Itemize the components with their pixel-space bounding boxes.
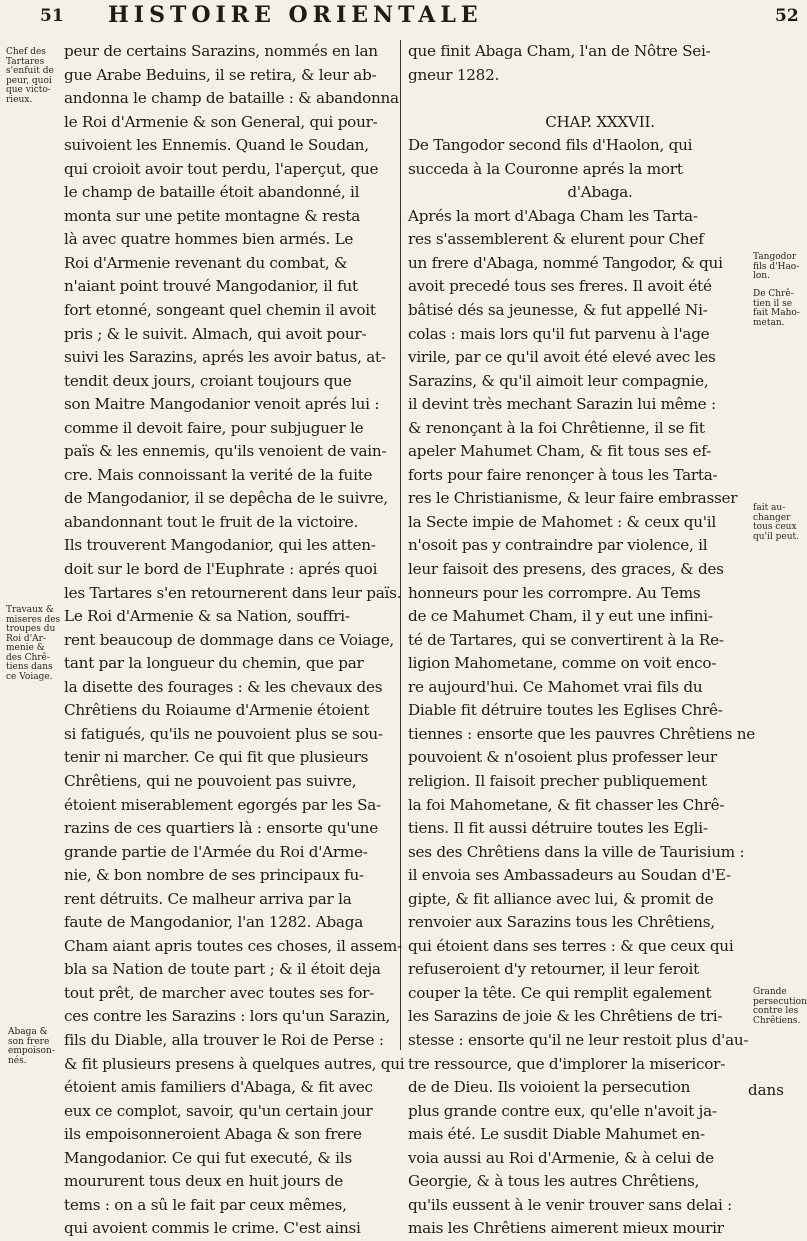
margin-note-changer: fait au- changer tous ceux qu'il peut. bbox=[753, 503, 800, 542]
text-line: d'Abaga. bbox=[567, 183, 633, 202]
text-line: té de Tartares, qui se convertirent à la Re- bbox=[408, 630, 724, 649]
text-line: pouvoient & n'osoient plus professer leur bbox=[408, 748, 717, 767]
text-line: honneurs pour les corrompre. Au Tems bbox=[408, 583, 701, 602]
text-line: gue Arabe Beduins, il se retira, & leur ab- bbox=[64, 65, 377, 84]
text-line: les Sarazins de joie & les Chrêtiens de tri- bbox=[408, 1007, 723, 1026]
text-line: couper la tête. Ce qui remplit egalement bbox=[408, 983, 712, 1002]
text-line: étoient miserablement egorgés par les Sa- bbox=[64, 795, 381, 814]
text-line: tant par la longueur du chemin, que par bbox=[64, 654, 364, 673]
text-line: forts pour faire renonçer à tous les Tarta- bbox=[408, 465, 718, 484]
text-line: nie, & bon nombre de ses principaux fu- bbox=[64, 866, 364, 885]
text-line: De Tangodor second fils d'Haolon, qui bbox=[408, 136, 693, 155]
text-line: tiennes : ensorte que les pauvres Chrêtiens ne bbox=[408, 724, 756, 743]
margin-note-tangodor: Tangodor fils d'Hao- lon. bbox=[753, 252, 800, 281]
text-line: un frere d'Abaga, nommé Tangodor, & qui bbox=[408, 253, 723, 272]
text-line: qui étoient dans ses terres : & que ceux qui bbox=[408, 936, 734, 955]
text-line: religion. Il faisoit precher publiquement bbox=[408, 771, 707, 790]
text-line: virile, par ce qu'il avoit été elevé avec les bbox=[408, 348, 716, 367]
text-line: succeda à la Couronne aprés la mort bbox=[408, 159, 683, 178]
text-line: andonna le champ de bataille : & abandonna bbox=[64, 89, 399, 108]
text-line: que finit Abaga Cham, l'an de Nôtre Sei- bbox=[408, 42, 711, 60]
text-line: res le Christianisme, & leur faire embrasser bbox=[408, 489, 738, 508]
text-line: colas : mais lors qu'il fut parvenu à l'age bbox=[408, 324, 710, 343]
text-line: le Roi d'Armenie & son General, qui pour- bbox=[64, 112, 378, 131]
text-line: tenir ni marcher. Ce qui fit que plusieurs bbox=[64, 748, 369, 767]
text-line: doit sur le bord de l'Euphrate : aprés quoi bbox=[64, 560, 378, 579]
text-line: moururent tous deux en huit jours de bbox=[64, 1172, 344, 1191]
text-line bbox=[408, 87, 792, 111]
text-line: faute de Mangodanior, l'an 1282. Abaga bbox=[64, 913, 363, 932]
text-line: apeler Mahumet Cham, & fit tous ses ef- bbox=[408, 442, 711, 461]
text-line: rent beaucoup de dommage dans ce Voiage, bbox=[64, 630, 394, 649]
text-line: fort etonné, songeant quel chemin il avoit bbox=[64, 301, 376, 320]
text-line: tout prêt, de marcher avec toutes ses for- bbox=[64, 983, 375, 1002]
text-line: cre. Mais connoissant la verité de la fuite bbox=[64, 465, 373, 484]
text-line: stesse : ensorte qu'il ne leur restoit plus d'au- bbox=[408, 1030, 749, 1049]
text-line: Mangodanior. Ce qui fut executé, & ils bbox=[64, 1148, 352, 1167]
text-line: tendit deux jours, croiant toujours que bbox=[64, 371, 352, 390]
text-line: de de Dieu. Ils voioient la persecution bbox=[408, 1078, 691, 1097]
margin-note-persecution: Grande persecution contre les Chrêtiens. bbox=[753, 987, 807, 1026]
margin-note-tartares-flee: Chef des Tartares s'enfuit de peur, quoi que victo- rieux. bbox=[6, 47, 54, 105]
text-line: la foi Mahometane, & fit chasser les Chrê- bbox=[408, 795, 725, 814]
text-line: renvoier aux Sarazins tous les Chrêtiens, bbox=[408, 913, 715, 932]
text-line: razins de ces quartiers là : ensorte qu'une bbox=[64, 819, 378, 838]
text-line: comme il devoit faire, pour subjuguer le bbox=[64, 418, 364, 437]
text-line: tems : on a sû le fait par ceux mêmes, bbox=[64, 1195, 347, 1214]
text-line: Diable fit détruire toutes les Eglises Chrê- bbox=[408, 701, 723, 720]
text-line: & renonçant à la foi Chrêtienne, il se fit bbox=[408, 418, 705, 437]
running-head: HISTOIRE ORIENTALE bbox=[108, 2, 483, 28]
text-line: de ce Mahumet Cham, il y eut une infini- bbox=[408, 607, 713, 626]
text-line: suivoient les Ennemis. Quand le Soudan, bbox=[64, 136, 369, 155]
text-line: mais été. Le susdit Diable Mahumet en- bbox=[408, 1125, 705, 1144]
left-column bbox=[64, 40, 404, 1241]
margin-note-chretien-mahometan: De Chrê- tien il se fait Maho- metan. bbox=[753, 289, 800, 328]
text-line: refuseroient d'y retourner, il leur feroit bbox=[408, 960, 699, 979]
text-line: Le Roi d'Armenie & sa Nation, souffri- bbox=[64, 607, 350, 626]
text-line: ils empoisonneroient Abaga & son frere bbox=[64, 1125, 362, 1144]
text-line: Aprés la mort d'Abaga Cham les Tarta- bbox=[408, 206, 698, 225]
text-line: la disette des fourages : & les chevaux des bbox=[64, 677, 383, 696]
text-line: fils du Diable, alla trouver le Roi de Perse : bbox=[64, 1030, 384, 1049]
text-line: qu'ils eussent à le venir trouver sans delai : bbox=[408, 1195, 733, 1214]
text-line: n'osoit pas y contraindre par violence, il bbox=[408, 536, 708, 555]
text-line: gneur 1282. bbox=[408, 65, 500, 84]
text-line: eux ce complot, savoir, qu'un certain jour bbox=[64, 1101, 373, 1120]
text-line: ses des Chrêtiens dans la ville de Taurisium : bbox=[408, 842, 745, 861]
text-line: mais les Chrêtiens aimerent mieux mourir bbox=[408, 1219, 724, 1238]
text-line: Ils trouverent Mangodanior, qui les atten- bbox=[64, 536, 376, 555]
margin-note-travaux: Travaux & miseres des troupes du Roi d'Ar- menie & des Chrê- tiens dans ce Voiage. bbox=[6, 605, 61, 682]
text-line: ces contre les Sarazins : lors qu'un Sarazin, bbox=[64, 1007, 391, 1026]
left-page-number: 51 bbox=[40, 6, 64, 26]
text-line: plus grande contre eux, qu'elle n'avoit ja- bbox=[408, 1101, 717, 1120]
text-line: le champ de bataille étoit abandonné, il bbox=[64, 183, 360, 202]
text-line: gipte, & fit alliance avec lui, & promit de bbox=[408, 889, 714, 908]
text-line: grande partie de l'Armée du Roi d'Arme- bbox=[64, 842, 368, 861]
text-line: pris ; & le suivit. Almach, qui avoit pour- bbox=[64, 324, 367, 343]
text-line: qui croioit avoir tout perdu, l'aperçut, que bbox=[64, 159, 379, 178]
right-page-number: 52 bbox=[775, 6, 799, 26]
text-line: la Secte impie de Mahomet : & ceux qu'il bbox=[408, 512, 716, 531]
text-line: leur faisoit des presens, des graces, & des bbox=[408, 560, 724, 579]
text-line: voia aussi au Roi d'Armenie, & à celui de bbox=[408, 1148, 714, 1167]
text-line: avoit precedé tous ses freres. Il avoit été bbox=[408, 277, 712, 296]
text-line: les Tartares s'en retournerent dans leur païs. bbox=[64, 583, 402, 602]
text-line: Chrêtiens, qui ne pouvoient pas suivre, bbox=[64, 771, 357, 790]
text-line: il devint très mechant Sarazin lui même : bbox=[408, 395, 716, 414]
text-line: Roi d'Armenie revenant du combat, & bbox=[64, 253, 348, 272]
text-line: son Maitre Mangodanior venoit aprés lui : bbox=[64, 395, 380, 414]
catchword: dans bbox=[748, 1081, 784, 1099]
text-line: ligion Mahometane, comme on voit enco- bbox=[408, 654, 717, 673]
text-line: tre ressource, que d'implorer la misericor- bbox=[408, 1054, 726, 1073]
text-line: CHAP. XXXVII. bbox=[545, 112, 655, 131]
text-line: re aujourd'hui. Ce Mahomet vrai fils du bbox=[408, 677, 703, 696]
text-line: Cham aiant apris toutes ces choses, il assem- bbox=[64, 936, 402, 955]
text-line: res s'assemblerent & elurent pour Chef bbox=[408, 230, 704, 249]
text-line: païs & les ennemis, qu'ils venoient de vain- bbox=[64, 442, 387, 461]
text-line: Sarazins, & qu'il aimoit leur compagnie, bbox=[408, 371, 709, 390]
text-line: là avec quatre hommes bien armés. Le bbox=[64, 230, 354, 249]
text-line: bâtisé dés sa jeunesse, & fut appellé Ni- bbox=[408, 301, 708, 320]
margin-note-abaga-poisoned: Abaga & son frere empoison- nés. bbox=[8, 1027, 55, 1066]
text-line: tiens. Il fit aussi détruire toutes les Egli- bbox=[408, 819, 708, 838]
text-line: & fit plusieurs presens à quelques autres, qui bbox=[64, 1054, 405, 1073]
text-line: monta sur une petite montagne & resta bbox=[64, 206, 361, 225]
right-column bbox=[408, 40, 792, 1241]
text-line: Chrêtiens du Roiaume d'Armenie étoient bbox=[64, 701, 370, 720]
text-line: n'aiant point trouvé Mangodanior, il fut bbox=[64, 277, 358, 296]
text-line: Georgie, & à tous les autres Chrêtiens, bbox=[408, 1172, 700, 1191]
text-line: de Mangodanior, il se depêcha de le suivre, bbox=[64, 489, 388, 508]
text-line: peur de certains Sarazins, nommés en lan bbox=[64, 42, 378, 60]
text-line: abandonnant tout le fruit de la victoire. bbox=[64, 512, 359, 531]
text-line: bla sa Nation de toute part ; & il étoit deja bbox=[64, 960, 381, 979]
text-line: étoient amis familiers d'Abaga, & fit avec bbox=[64, 1078, 373, 1097]
text-line: suivi les Sarazins, aprés les avoir batus, at- bbox=[64, 348, 386, 367]
text-line: si fatigués, qu'ils ne pouvoient plus se sou- bbox=[64, 724, 383, 743]
text-line: il envoia ses Ambassadeurs au Soudan d'E- bbox=[408, 866, 731, 885]
text-line: qui avoient commis le crime. C'est ainsi bbox=[64, 1219, 361, 1238]
text-line: rent détruits. Ce malheur arriva par la bbox=[64, 889, 352, 908]
